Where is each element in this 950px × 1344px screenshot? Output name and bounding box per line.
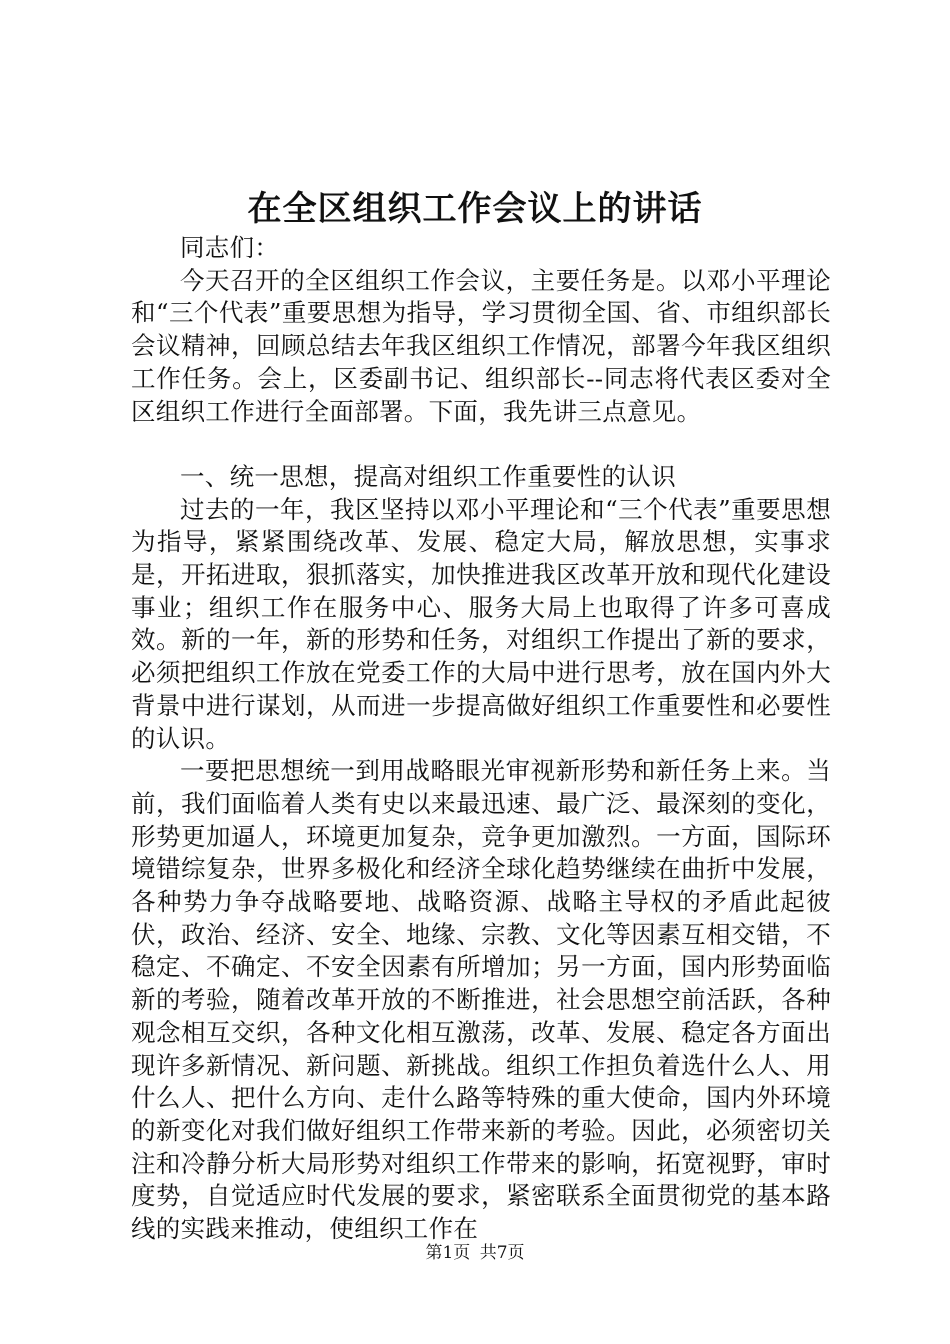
page-footer: 第1页 共7页 — [425, 1243, 525, 1263]
salutation: 同志们： — [180, 233, 280, 262]
section-heading: 一、统一思想，提高对组织工作重要性的认识 — [180, 461, 676, 491]
paragraph-spacer — [131, 428, 831, 461]
paragraph-body: 过去的一年，我区坚持以邓小平理论和“三个代表”重要思想为指导，紧紧围绕改革、发展、稳定大局，解放思想，实事求是，开拓进取，狠抓落实，加快推进我区改革开放和现代化建设事业；组织工作在服务中心、服务大局上也取得了许多可喜成效。新的一年，新的形势和任务，对组织工作提出了新的要求，必须把组织工作放在党委工作的大局中进行思考，放在国内外大背景中进行谋划，从而进一步提高做好组织工作重要性和必要性的认识。 — [131, 494, 831, 753]
document-body — [131, 232, 831, 1246]
document-title: 在全区组织工作会议上的讲话 — [247, 189, 703, 229]
paragraph-intro: 今天召开的全区组织工作会议，主要任务是。以邓小平理论和“三个代表”重要思想为指导，学习贯彻全国、省、市组织部长会议精神，回顾总结去年我区组织工作情况，部署今年我区组织工作任务。会上，区委副书记、组织部长--同志将代表区委对全区组织工作进行全面部署。下面，我先讲三点意见。 — [131, 265, 831, 426]
paragraph-body: 一要把思想统一到用战略眼光审视新形势和新任务上来。当前，我们面临着人类有史以来最迅速、最广泛、最深刻的变化，形势更加逼人，环境更加复杂，竞争更加激烈。一方面，国际环境错综复杂，世界多极化和经济全球化趋势继续在曲折中发展，各种势力争夺战略要地、战略资源、战略主导权的矛盾此起彼伏，政治、经济、安全、地缘、宗教、文化等因素互相交错，不稳定、不确定、不安全因素有所增加；另一方面，国内形势面临新的考验，随着改革开放的不断推进，社会思想空前活跃，各种观念相互交织，各种文化相互激荡，改革、发展、稳定各方面出现许多新情况、新问题、新挑战。组织工作担负着选什么人、用什么人、把什么方向、走什么路等特殊的重大使命，国内外环境的新变化对我们做好组织工作带来新的考验。因此，必须密切关注和冷静分析大局形势对组织工作带来的影响，拓宽视野，审时度势，自觉适应时代发展的要求，紧密联系全面贯彻党的基本路线的实践来推动，使组织工作在 — [131, 756, 831, 1244]
